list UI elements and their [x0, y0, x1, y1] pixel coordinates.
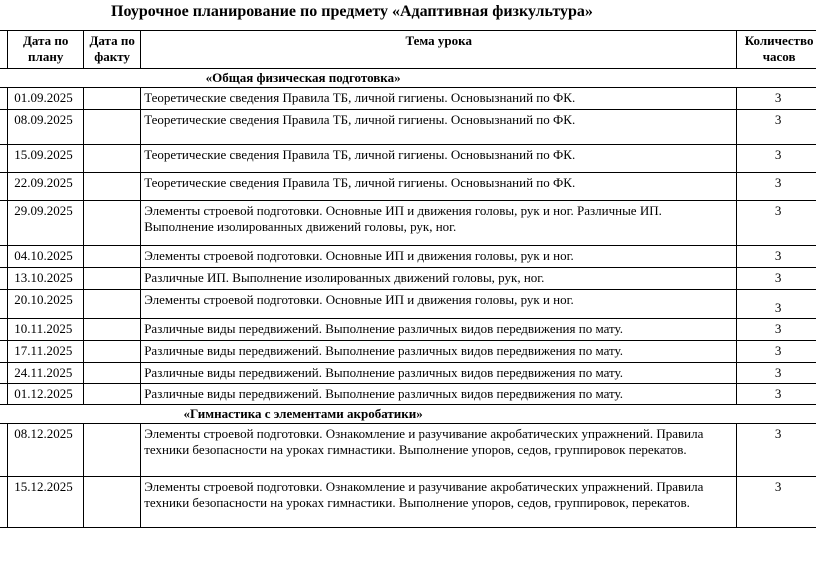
hours-cell: 3 [737, 173, 816, 201]
date-plan-cell: 04.10.2025 [8, 246, 84, 268]
hours-cell: 3 [737, 268, 816, 290]
topic-cell: Различные виды передвижений. Выполнение различных видов передвижения по мату. [141, 341, 737, 363]
row-spacer [0, 173, 8, 201]
date-plan-cell: 13.10.2025 [8, 268, 84, 290]
date-fact-cell [84, 268, 141, 290]
header-topic: Тема урока [141, 31, 737, 69]
section-title: «Гимнастика с элементами акробатики» [0, 405, 737, 424]
topic-cell: Теоретические сведения Правила ТБ, личной гигиены. Основызнаний по ФК. [141, 88, 737, 110]
section-row [0, 69, 816, 88]
topic-cell: Различные виды передвижений. Выполнение различных видов передвижения по мату. [141, 384, 737, 405]
date-plan-cell: 15.09.2025 [8, 145, 84, 173]
topic-cell: Элементы строевой подготовки. Ознакомление и разучивание акробатических упражнений. Правила техники безопасности на уроках гимнастики. Выполнение упоров, седов, группировок перекатов. [141, 424, 737, 477]
page-title-text: Поурочное планирование по предмету «Адаптивная физкультура» [111, 3, 593, 20]
date-plan-cell: 20.10.2025 [8, 290, 84, 319]
section-title: «Общая физическая подготовка» [0, 69, 737, 88]
lesson-plan-table [0, 30, 816, 528]
table-body [0, 69, 816, 528]
date-plan-cell: 08.09.2025 [8, 110, 84, 145]
hours-cell: 3 [737, 341, 816, 363]
page-title [0, 3, 816, 21]
date-plan-cell: 22.09.2025 [8, 173, 84, 201]
table-row [0, 363, 816, 384]
date-fact-cell [84, 246, 141, 268]
date-plan-cell: 24.11.2025 [8, 363, 84, 384]
row-spacer [0, 319, 8, 341]
hours-cell: 3 [737, 201, 816, 246]
section-row [0, 405, 816, 424]
date-fact-cell [84, 384, 141, 405]
table-row [0, 246, 816, 268]
date-fact-cell [84, 477, 141, 528]
row-spacer [0, 290, 8, 319]
date-fact-cell [84, 424, 141, 477]
date-fact-cell [84, 290, 141, 319]
table-row [0, 110, 816, 145]
row-spacer [0, 384, 8, 405]
table-row [0, 290, 816, 319]
header-spacer [0, 31, 8, 69]
topic-cell: Элементы строевой подготовки. Основные ИП и движения головы, рук и ног. [141, 246, 737, 268]
row-spacer [0, 268, 8, 290]
table-row [0, 268, 816, 290]
table-header-row [0, 31, 816, 69]
date-fact-cell [84, 145, 141, 173]
table-row [0, 384, 816, 405]
row-spacer [0, 201, 8, 246]
table-row [0, 145, 816, 173]
topic-cell: Различные виды передвижений. Выполнение различных видов передвижения по мату. [141, 363, 737, 384]
row-spacer [0, 341, 8, 363]
hours-cell: 3 [737, 290, 816, 319]
row-spacer [0, 145, 8, 173]
hours-cell: 3 [737, 145, 816, 173]
table-row [0, 201, 816, 246]
topic-cell: Теоретические сведения Правила ТБ, личной гигиены. Основызнаний по ФК. [141, 145, 737, 173]
topic-cell: Различные ИП. Выполнение изолированных движений головы, рук, ног. [141, 268, 737, 290]
date-plan-cell: 15.12.2025 [8, 477, 84, 528]
date-fact-cell [84, 88, 141, 110]
header-date-plan: Дата по плану [8, 31, 84, 69]
date-fact-cell [84, 173, 141, 201]
hours-cell: 3 [737, 88, 816, 110]
hours-cell: 3 [737, 477, 816, 528]
section-spacer [737, 405, 816, 424]
topic-cell: Теоретические сведения Правила ТБ, личной гигиены. Основызнаний по ФК. [141, 110, 737, 145]
header-hours: Количество часов [737, 31, 816, 69]
section-spacer [737, 69, 816, 88]
date-plan-cell: 01.09.2025 [8, 88, 84, 110]
date-plan-cell: 10.11.2025 [8, 319, 84, 341]
topic-cell: Различные виды передвижений. Выполнение различных видов передвижения по мату. [141, 319, 737, 341]
date-plan-cell: 17.11.2025 [8, 341, 84, 363]
date-plan-cell: 01.12.2025 [8, 384, 84, 405]
date-fact-cell [84, 201, 141, 246]
header-date-fact: Дата по факту [84, 31, 141, 69]
date-fact-cell [84, 110, 141, 145]
date-fact-cell [84, 363, 141, 384]
topic-cell: Теоретические сведения Правила ТБ, личной гигиены. Основызнаний по ФК. [141, 173, 737, 201]
hours-cell: 3 [737, 384, 816, 405]
row-spacer [0, 246, 8, 268]
table-row [0, 477, 816, 528]
table-row [0, 88, 816, 110]
hours-cell: 3 [737, 110, 816, 145]
date-fact-cell [84, 319, 141, 341]
topic-cell: Элементы строевой подготовки. Основные ИП и движения головы, рук и ног. Различные ИП. Выполнение изолированных движений головы, рук, ног. [141, 201, 737, 246]
date-plan-cell: 08.12.2025 [8, 424, 84, 477]
row-spacer [0, 110, 8, 145]
row-spacer [0, 363, 8, 384]
table-row [0, 173, 816, 201]
hours-cell: 3 [737, 246, 816, 268]
date-plan-cell: 29.09.2025 [8, 201, 84, 246]
date-fact-cell [84, 341, 141, 363]
hours-cell: 3 [737, 319, 816, 341]
table-row [0, 341, 816, 363]
hours-cell: 3 [737, 363, 816, 384]
table-row [0, 319, 816, 341]
topic-cell: Элементы строевой подготовки. Ознакомление и разучивание акробатических упражнений. Правила техники безопасности на уроках гимнастики. Выполнение упоров, седов, группировок, перекатов. [141, 477, 737, 528]
table-row [0, 424, 816, 477]
topic-cell: Элементы строевой подготовки. Основные ИП и движения головы, рук и ног. [141, 290, 737, 319]
row-spacer [0, 88, 8, 110]
row-spacer [0, 477, 8, 528]
row-spacer [0, 424, 8, 477]
hours-cell: 3 [737, 424, 816, 477]
